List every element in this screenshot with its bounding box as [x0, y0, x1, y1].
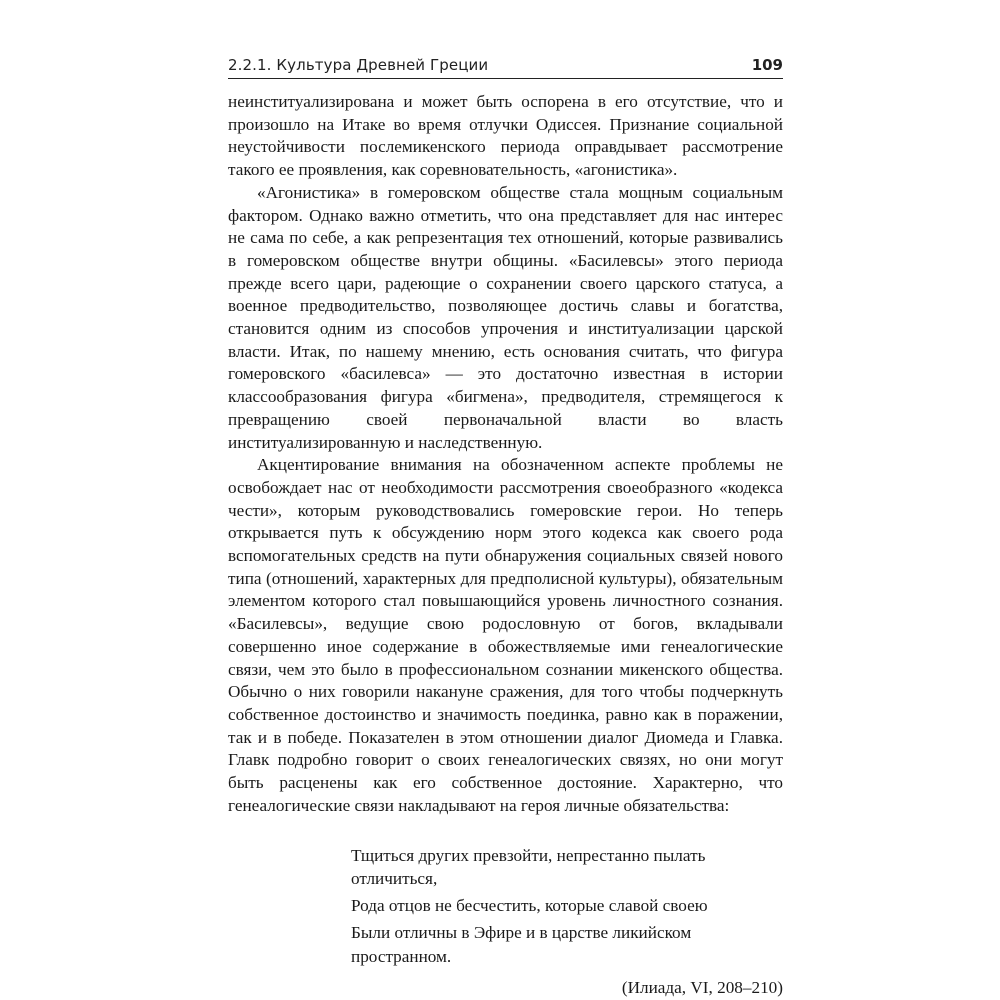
verse-line: Рода отцов не бесчестить, которые славой своею [351, 896, 708, 916]
paragraph-continuation: неинституализирована и может быть оспорена в его отсутствие, что и произошло на Итаке во время отлучки Одиссея. Признание социальной неустойчивости послемикенского периода оправдывает рассмотрение такого ее проявления, как соревновательность, «агонистика». [228, 92, 783, 180]
verse-citation: (Илиада, VI, 208–210) [621, 978, 783, 998]
verse-line: Тщиться других превзойти, непрестанно пылать отличиться, [351, 845, 706, 889]
paragraph-agonistika: «Агонистика» в гомеровском обществе стала мощным социальным фактором. Однако важно отметить, что она представляет для нас интерес не сама по себе, а как репрезентация тех отношений, которые развивались в гомеровском обществе внутри общины. «Басилевсы» этого периода прежде всего цари, радеющие о сохранении своего царского статуса, а военное предводительство, позволяющее достичь славы и богатства, становится одним из способов упрочения и институализации царской власти. Итак, по нашему мнению, есть основания считать, что фигура гомеровского «басилевса» — это достаточно известная в истории классообразования фигура «бигмена», предводителя, стремящегося к превращению своей первоначальной власти во власть институализированную и наследственную. [228, 182, 783, 452]
verse-line: Были отличны в Эфире и в царстве ликийском пространном. [351, 922, 692, 966]
section-title: 2.2.1. Культура Древней Греции [228, 56, 489, 74]
body-text [228, 91, 783, 818]
running-head [228, 48, 783, 79]
book-page [228, 48, 783, 998]
page-number: 109 [751, 56, 783, 74]
verse-quotation [351, 844, 783, 969]
paragraph-code-of-honor: Акцентирование внимания на обозначенном аспекте проблемы не освобождает нас от необходимости рассмотрения своеобразного «кодекса чести», которым руководствовались гомеровские герои. Но теперь открывается путь к обсуждению норм этого кодекса как своего рода вспомогательных средств на пути обнаружения социальных связей нового типа (отношений, характерных для предполисной культуры), обязательным элементом которого стал повышающийся уровень личностного сознания. «Басилевсы», ведущие свою родословную от богов, вкладывали совершенно иное содержание в обожествляемые ими генеалогические связи, чем это было в профессиональном сознании микенского общества. Обычно о них говорили накануне сражения, для того чтобы подчеркнуть собственное достоинство и значимость поединка, равно как в поражении, так и в победе. Показателен в этом отношении диалог Диомеда и Главка. Главк подробно говорит о своих генеалогических связях, но они могут быть расценены как его собственное достояние. Характерно, что генеалогические связи накладывают на героя личные обязательства: [228, 455, 783, 815]
